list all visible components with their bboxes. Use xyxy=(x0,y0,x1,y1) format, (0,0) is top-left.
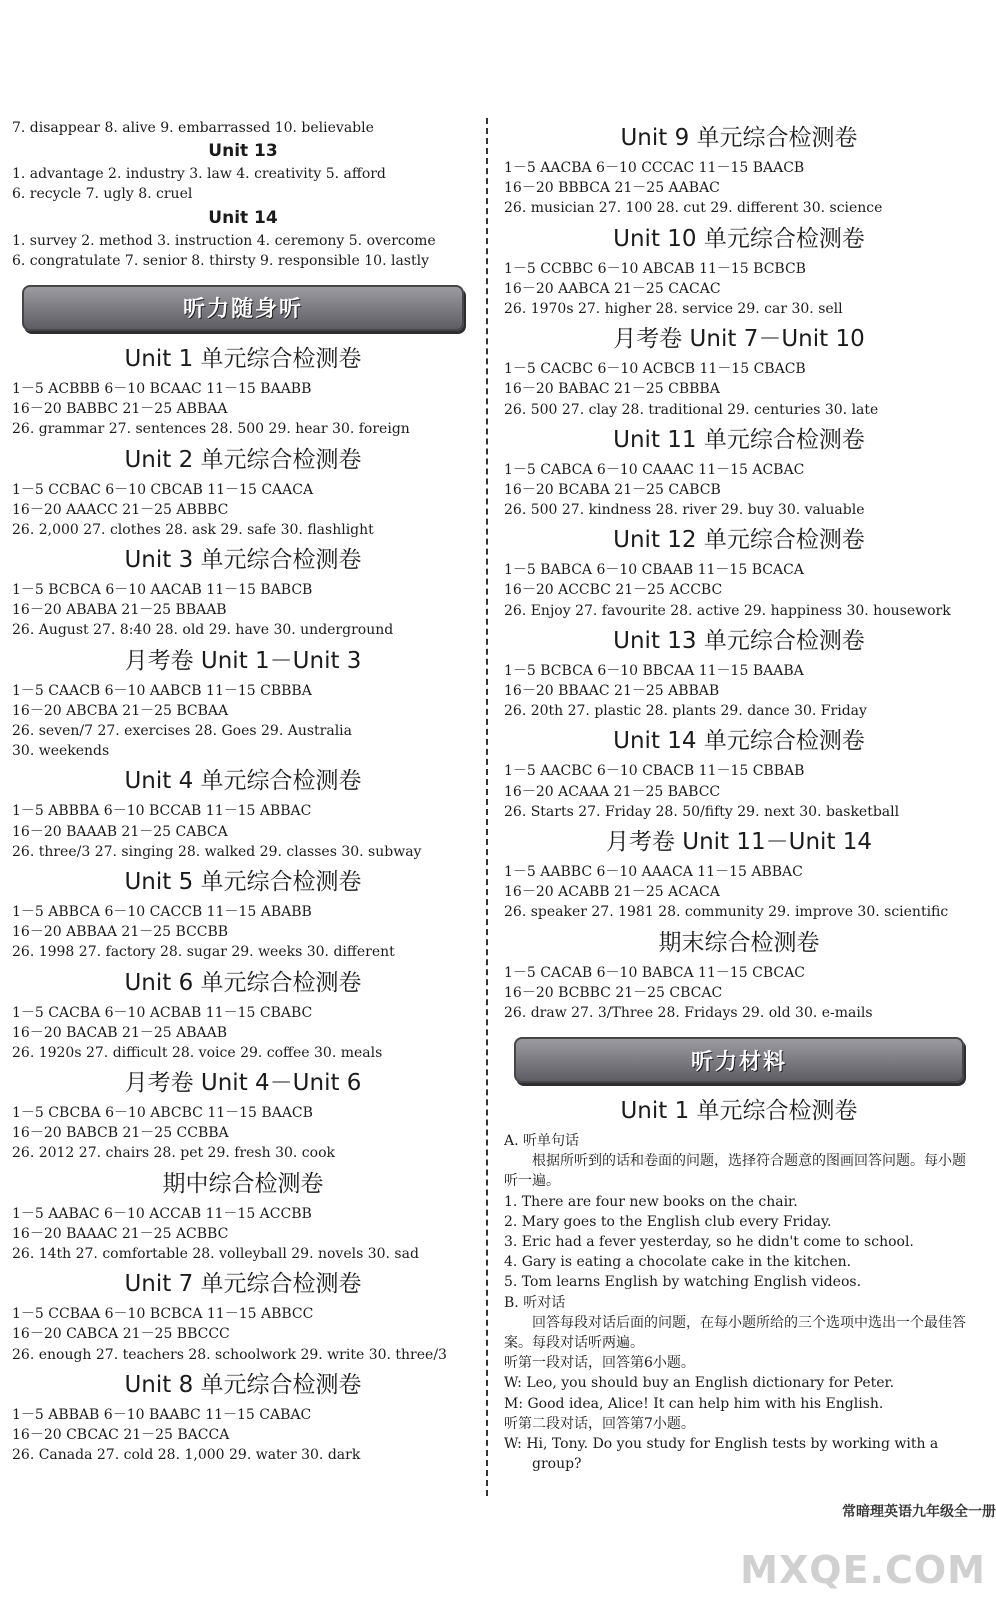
answer-line: 16－20 ABBAA 21－25 BCCBB xyxy=(12,924,229,941)
answer-line: 1－5 CABCA 6－10 CAAAC 11－15 ACBAC xyxy=(504,461,805,478)
answer-line: 16－20 BAAAB 21－25 CABCA xyxy=(12,823,228,840)
answer-line: 30. weekends xyxy=(12,743,110,760)
column-divider xyxy=(486,118,488,1496)
answer-line: 16－20 BCABA 21－25 CABCB xyxy=(504,481,721,498)
section-title: Unit 2 单元综合检测卷 xyxy=(124,446,362,473)
dialog-line: W: Hi, Tony. Do you study for English tests by working with a xyxy=(504,1435,939,1452)
answer-line: 1－5 ABBBA 6－10 BCCAB 11－15 ABBAC xyxy=(12,803,312,820)
left-column xyxy=(12,118,474,1465)
section-title: Unit 7 单元综合检测卷 xyxy=(124,1271,362,1298)
answer-line: 16－20 BBAAC 21－25 ABBAB xyxy=(504,683,720,699)
answer-line: 16－20 BABAC 21－25 CBBBA xyxy=(504,381,720,398)
section-title: Unit 5 单元综合检测卷 xyxy=(124,868,362,895)
answer-line: 1－5 CACBA 6－10 ACBAB 11－15 CBABC xyxy=(12,1004,313,1021)
section-title: 月考卷 Unit 1－Unit 3 xyxy=(124,647,362,674)
answer-line: 26. Enjoy 27. favourite 28. active 29. happiness 30. housework xyxy=(504,602,951,619)
answer-line: 1－5 CAACB 6－10 AABCB 11－15 CBBBA xyxy=(12,682,312,699)
answer-line: 26. 2012 27. chairs 28. pet 29. fresh 30. cook xyxy=(12,1145,335,1162)
section-banner-materials: 听力材料 xyxy=(514,1037,964,1083)
answer-line: 6. congratulate 7. senior 8. thirsty 9. responsible 10. lastly xyxy=(12,252,430,269)
answer-line: 1－5 BCBCA 6－10 AACAB 11－15 BABCB xyxy=(12,582,313,599)
answer-line: 26. speaker 27. 1981 28. community 29. improve 30. scientific xyxy=(504,904,949,921)
part-a-label: A. 听单句话 xyxy=(504,1133,580,1150)
dialog-line: 听第二段对话，回答第7小题。 xyxy=(504,1415,695,1432)
section-title: Unit 4 单元综合检测卷 xyxy=(124,768,362,795)
sentence-line: 2. Mary goes to the English club every Friday. xyxy=(504,1213,832,1230)
answer-line: 26. 20th 27. plastic 28. plants 29. dance 30. Friday xyxy=(504,703,867,720)
answer-line: 26. 500 27. clay 28. traditional 29. centuries 30. late xyxy=(504,401,879,418)
sentence-line: 3. Eric had a fever yesterday, so he didn't come to school. xyxy=(504,1234,914,1251)
answer-line: 1－5 AACBC 6－10 CBACB 11－15 CBBAB xyxy=(504,763,805,780)
section-title: Unit 11 单元综合检测卷 xyxy=(613,426,865,453)
section-title: Unit 9 单元综合检测卷 xyxy=(620,125,858,151)
answer-line: 16－20 ACABB 21－25 ACACA xyxy=(504,884,720,901)
page-footer: 常暗理英语九年级全一册 xyxy=(842,1504,996,1520)
section-title: Unit 3 单元综合检测卷 xyxy=(124,547,362,574)
left-answer-sections xyxy=(12,339,474,1465)
section-title: 月考卷 Unit 11－Unit 14 xyxy=(605,828,873,855)
part-a-instructions: 根据所听到的话和卷面的问题，选择符合题意的图画回答问题。每小题听一遍。 xyxy=(504,1153,966,1190)
answer-line: 16－20 BABCB 21－25 CCBBA xyxy=(12,1125,229,1142)
answer-line: 1－5 AACBA 6－10 CCCAC 11－15 BAACB xyxy=(504,160,805,176)
answer-line: 16－20 ACCBC 21－25 ACCBC xyxy=(504,582,723,599)
sentence-line: 5. Tom learns English by watching English videos. xyxy=(504,1274,862,1291)
answer-line: 26. Starts 27. Friday 28. 50/fifty 29. next 30. basketball xyxy=(504,803,900,820)
answer-line: 1－5 CCBBC 6－10 ABCAB 11－15 BCBCB xyxy=(504,260,806,277)
answer-line: 26. enough 27. teachers 28. schoolwork 29. write 30. three/3 xyxy=(12,1346,447,1363)
answer-line: 1－5 ABBAB 6－10 BAABC 11－15 CABAC xyxy=(12,1406,312,1423)
section-title: Unit 1 单元综合检测卷 xyxy=(124,345,362,372)
answer-line: 16－20 ABABA 21－25 BBAAB xyxy=(12,602,227,619)
answer-line: 6. recycle 7. ugly 8. cruel xyxy=(12,186,193,203)
dialog-line: W: Leo, you should buy an English dictionary for Peter. xyxy=(504,1375,895,1392)
answer-line: 1－5 CACBC 6－10 ACBCB 11－15 CBACB xyxy=(504,361,806,378)
sentence-line: 1. There are four new books on the chair. xyxy=(504,1193,798,1210)
answer-line: 1－5 ACBBB 6－10 BCAAC 11－15 BAABB xyxy=(12,380,312,397)
answer-line: 1. survey 2. method 3. instruction 4. ceremony 5. overcome xyxy=(12,232,436,249)
section-title: Unit 6 单元综合检测卷 xyxy=(124,969,362,996)
vocab-heading-unit14: Unit 14 xyxy=(208,207,278,228)
part-b-instructions: 回答每段对话后面的问题，在每小题所给的三个选项中选出一个最佳答案。每段对话听两遍。 xyxy=(504,1314,966,1351)
section-title: Unit 14 单元综合检测卷 xyxy=(613,728,865,755)
answer-line: 1. advantage 2. industry 3. law 4. creativity 5. afford xyxy=(12,166,386,183)
answer-line: 26. three/3 27. singing 28. walked 29. classes 30. subway xyxy=(12,843,422,860)
answer-line: 26. musician 27. 100 28. cut 29. different 30. science xyxy=(504,200,883,217)
answer-line: 1－5 CBCBA 6－10 ABCBC 11－15 BAACB xyxy=(12,1105,313,1122)
answer-line: 16－20 BAAAC 21－25 ACBBC xyxy=(12,1225,229,1242)
answer-line: 1－5 CCBAC 6－10 CBCAB 11－15 CAACA xyxy=(12,481,314,498)
answer-line: 1－5 BCBCA 6－10 BBCAA 11－15 BAABA xyxy=(504,662,804,679)
section-title: Unit 13 单元综合检测卷 xyxy=(613,627,865,654)
answer-line: 16－20 BABBC 21－25 ABBAA xyxy=(12,401,228,418)
answer-line: 1－5 CACAB 6－10 BABCA 11－15 CBCAC xyxy=(504,964,805,981)
answer-line: 1－5 AABBC 6－10 AAACA 11－15 ABBAC xyxy=(504,863,803,880)
answer-line: 16－20 AABCA 21－25 CACAC xyxy=(504,280,721,297)
answer-line: 26. grammar 27. sentences 28. 500 29. hear 30. foreign xyxy=(12,421,410,438)
answer-line: 26. draw 27. 3/Three 28. Fridays 29. old 30. e-mails xyxy=(504,1004,873,1021)
answer-line: 26. August 27. 8:40 28. old 29. have 30. underground xyxy=(12,622,394,639)
answer-line: 26. 2,000 27. clothes 28. ask 29. safe 30. flashlight xyxy=(12,521,374,538)
answer-line: 26. 1920s 27. difficult 28. voice 29. coffee 30. meals xyxy=(12,1044,383,1061)
answer-line: 7. disappear 8. alive 9. embarrassed 10. believable xyxy=(12,120,374,136)
dialog-line: group? xyxy=(532,1456,582,1473)
material-title: Unit 1 单元综合检测卷 xyxy=(620,1098,858,1125)
answer-line: 1－5 CCBAA 6－10 BCBCA 11－15 ABBCC xyxy=(12,1306,314,1323)
answer-line: 26. Canada 27. cold 28. 1,000 29. water 30. dark xyxy=(12,1447,361,1464)
right-answer-sections xyxy=(504,118,974,1023)
section-title: Unit 12 单元综合检测卷 xyxy=(613,527,865,554)
right-column xyxy=(504,118,974,1474)
section-title: 期中综合检测卷 xyxy=(162,1170,324,1197)
section-title: 期末综合检测卷 xyxy=(658,929,820,956)
sentence-line: 4. Gary is eating a chocolate cake in the kitchen. xyxy=(504,1254,852,1271)
answer-line: 16－20 BACAB 21－25 ABAAB xyxy=(12,1024,228,1041)
answer-line: 1－5 ABBCA 6－10 CACCB 11－15 ABABB xyxy=(12,903,312,920)
answer-line: 26. 1970s 27. higher 28. service 29. car 30. sell xyxy=(504,300,843,317)
dialog-line: M: Good idea, Alice! It can help him with his English. xyxy=(504,1395,884,1412)
answer-line: 26. 1998 27. factory 28. sugar 29. weeks 30. different xyxy=(12,944,395,961)
answer-line: 26. seven/7 27. exercises 28. Goes 29. Australia xyxy=(12,723,353,739)
vocab-heading-unit13: Unit 13 xyxy=(208,141,278,162)
answer-line: 16－20 BCBBC 21－25 CBCAC xyxy=(504,984,723,1001)
answer-line: 1－5 BABCA 6－10 CBAAB 11－15 BCACA xyxy=(504,562,804,579)
answer-line: 16－20 ABCBA 21－25 BCBAA xyxy=(12,702,229,719)
answer-line: 26. 500 27. kindness 28. river 29. buy 30. valuable xyxy=(504,502,865,519)
section-banner-listening: 听力随身听 xyxy=(22,285,464,331)
answer-line: 16－20 AAACC 21－25 ABBBC xyxy=(12,501,229,518)
answer-line: 16－20 ACAAA 21－25 BABCC xyxy=(504,783,721,800)
section-title: 月考卷 Unit 7－Unit 10 xyxy=(613,326,865,353)
section-title: 月考卷 Unit 4－Unit 6 xyxy=(124,1070,362,1097)
answer-line: 16－20 CABCA 21－25 BBCCC xyxy=(12,1326,230,1343)
answer-line: 26. 14th 27. comfortable 28. volleyball 29. novels 30. sad xyxy=(12,1246,419,1262)
section-title: Unit 8 单元综合检测卷 xyxy=(124,1371,362,1398)
watermark: MXQE.COM xyxy=(740,1548,986,1592)
answer-line: 1－5 AABAC 6－10 ACCAB 11－15 ACCBB xyxy=(12,1205,312,1222)
section-title: Unit 10 单元综合检测卷 xyxy=(613,225,865,252)
answer-line: 16－20 CBCAC 21－25 BACCA xyxy=(12,1426,230,1443)
dialog-line: 听第一段对话，回答第6小题。 xyxy=(504,1355,695,1372)
part-b-label: B. 听对话 xyxy=(504,1294,566,1311)
answer-line: 16－20 BBBCA 21－25 AABAC xyxy=(504,180,720,197)
